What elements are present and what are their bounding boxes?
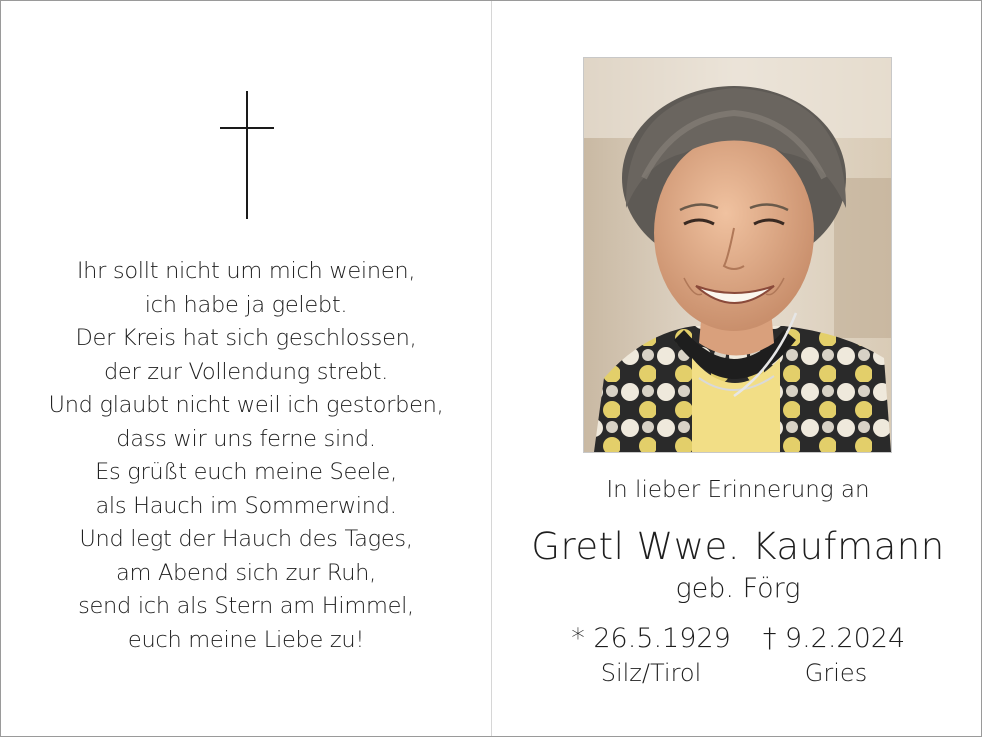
- poem-line: der zur Vollendung strebt.: [103, 358, 389, 385]
- poem: [21, 255, 471, 657]
- portrait-photo: [583, 57, 892, 453]
- death-date: † 9.2.2024: [762, 623, 906, 654]
- poem-line: am Abend sich zur Ruh,: [116, 559, 376, 586]
- poem-line: dass wir uns ferne sind.: [116, 425, 376, 452]
- death-place: Gries: [804, 659, 868, 687]
- poem-line: Der Kreis hat sich geschlossen,: [75, 325, 417, 351]
- poem-line: als Hauch im Sommerwind.: [95, 492, 397, 519]
- deceased-name: Gretl Wwe. Kaufmann: [531, 525, 945, 568]
- birth-place: Silz/Tirol: [600, 659, 702, 687]
- cross-icon: [220, 91, 274, 219]
- poem-line: send ich als Stern am Himmel,: [78, 593, 414, 619]
- memorial-intro: In lieber Erinnerung an: [606, 477, 870, 503]
- poem-line: Ihr sollt nicht um mich weinen,: [76, 258, 416, 284]
- poem-line: Und glaubt nicht weil ich gestorben,: [48, 392, 444, 418]
- poem-line: Es grüßt euch meine Seele,: [95, 459, 397, 485]
- poem-line: euch meine Liebe zu!: [127, 626, 365, 653]
- maiden-name: geb. Förg: [675, 573, 801, 604]
- birth-date: * 26.5.1929: [571, 623, 731, 654]
- poem-line: ich habe ja gelebt.: [144, 291, 348, 318]
- poem-line: Und legt der Hauch des Tages,: [79, 526, 413, 552]
- card-fold-line: [491, 1, 492, 736]
